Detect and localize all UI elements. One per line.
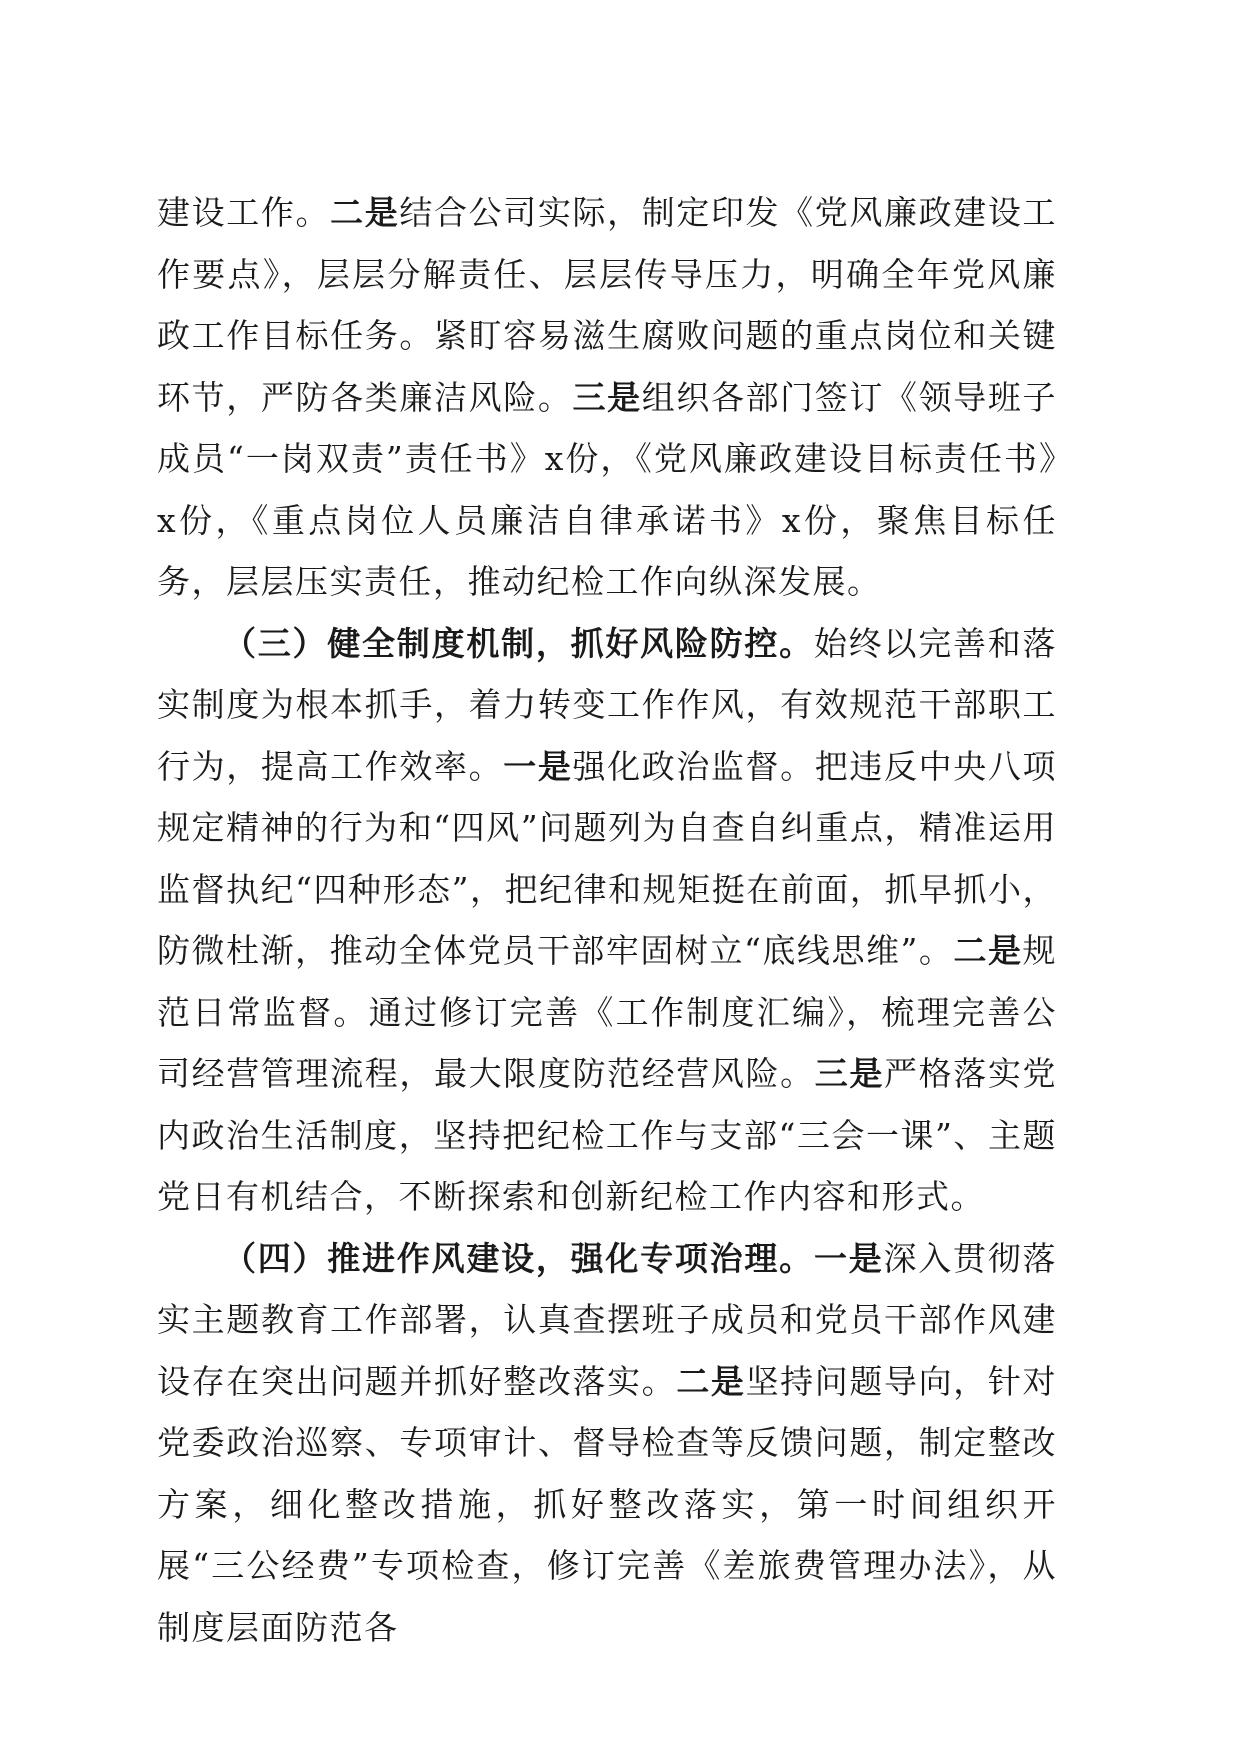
bold-marker-er-shi: 二是 (330, 193, 400, 232)
paragraph-section-3 (157, 613, 1057, 1228)
bold-marker-er-shi: 二是 (953, 931, 1023, 970)
bold-marker-san-shi: 三是 (814, 1054, 885, 1093)
text-run: 强化政治监督。把违反中央八项规定精神的行为和“四风”问题列为自查自纠重点，精准运用监督执纪“四种形态”，把纪律和规矩挺在前面，抓早抓小，防微杜渐，推动全体党员干部牢固树立“底线思维”。 (157, 746, 1058, 970)
section-heading-4: （四）推进作风建设，强化专项治理。 (223, 1238, 814, 1278)
text-run: 结合公司实际，制定印发《党风廉政建设工作要点》，层层分解责任、层层传导压力，明确全年党风廉政工作目标任务。紧盯容易滋生腐败问题的重点岗位和关键环节，严防各类廉洁风险。 (157, 193, 1058, 417)
text-run: 规范日常监督。通过修订完善《工作制度汇编》，梳理完善公司经营管理流程，最大限度防范经营风险。 (157, 931, 1057, 1093)
document-body (157, 182, 1057, 1658)
text-run: 深入贯彻落实主题教育工作部署，认真查摆班子成员和党员干部作风建设存在突出问题并抓好整改落实。 (157, 1238, 1058, 1401)
bold-marker-yi-shi: 一是 (813, 1238, 884, 1278)
text-run: 组织各部门签订《领导班子成员“一岗双责”责任书》x份，《党风廉政建设目标责任书》x份，《重点岗位人员廉洁自律承诺书》x份，聚焦目标任务，层层压实责任，推动纪检工作向纵深发展。 (157, 377, 1058, 601)
text-run: 始终以完善和落实制度为根本抓手，着力转变工作作风，有效规范干部职工行为，提高工作效率。 (157, 623, 1058, 786)
text-run: 建设工作。 (157, 193, 331, 232)
paragraph-section-4 (157, 1228, 1057, 1659)
text-run: 坚持问题导向，针对党委政治巡察、专项审计、督导检查等反馈问题，制定整改方案，细化整改措施，抓好整改落实，第一时间组织开展“三公经费”专项检查，修订完善《差旅费管理办法》，从制度层面防范各 (157, 1361, 1058, 1647)
bold-marker-yi-shi: 一是 (503, 746, 573, 786)
paragraph-continued (157, 182, 1057, 613)
bold-marker-er-shi: 二是 (676, 1361, 746, 1401)
section-heading-3: （三）健全制度机制，抓好风险防控。 (223, 623, 814, 663)
bold-marker-san-shi: 三是 (572, 377, 642, 417)
text-run: 严格落实党内政治生活制度，坚持把纪检工作与支部“三会一课”、主题党日有机结合，不断探索和创新纪检工作内容和形式。 (157, 1054, 1058, 1216)
